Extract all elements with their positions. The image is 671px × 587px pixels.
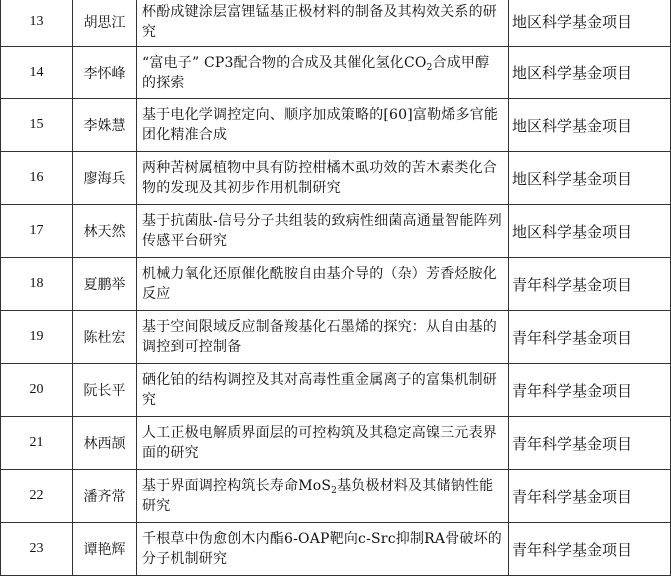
applicant-name: 陈杜宏 [73,311,137,364]
applicant-name: 廖海兵 [73,152,137,205]
row-number: 13 [1,0,73,47]
applicant-name: 李怀峰 [73,47,137,99]
table-row [1,0,671,47]
table-row [1,258,671,311]
project-type: 青年科学基金项目 [509,258,671,311]
row-number: 20 [1,364,73,417]
table-row [1,470,671,523]
row-number: 18 [1,258,73,311]
applicant-name: 李姝慧 [73,99,137,152]
applicant-name: 林天然 [73,205,137,258]
project-type: 地区科学基金项目 [509,99,671,152]
project-title-part: 基于界面调控构筑长寿命MoS [142,478,332,494]
project-title: 硒化铂的结构调控及其对高毒性重金属离子的富集机制研究 [137,364,509,417]
row-number: 23 [1,523,73,576]
project-type: 青年科学基金项目 [509,364,671,417]
project-type: 青年科学基金项目 [509,470,671,523]
project-title: 基于抗菌肽-信号分子共组装的致病性细菌高通量智能阵列传感平台研究 [137,205,509,258]
subscript: 2 [426,62,433,73]
table-row [1,523,671,576]
project-title: 千根草中伪愈创木内酯6-OAP靶向c-Src抑制RA骨破坏的分子机制研究 [137,523,509,576]
project-type: 地区科学基金项目 [509,152,671,205]
table-row [1,364,671,417]
project-title: 两种苦树属植物中具有防控柑橘木虱功效的苦木素类化合物的发现及其初步作用机制研究 [137,152,509,205]
row-number: 16 [1,152,73,205]
row-number: 19 [1,311,73,364]
project-title: 基于电化学调控定向、顺序加成策略的[60]富勒烯多官能团化精准合成 [137,99,509,152]
project-title: 机械力氧化还原催化酰胺自由基介导的（杂）芳香烃胺化反应 [137,258,509,311]
row-number: 21 [1,417,73,470]
project-title: 基于空间限域反应制备羧基化石墨烯的探究：从自由基的调控到可控制备 [137,311,509,364]
table-row [1,311,671,364]
row-number: 14 [1,47,73,99]
applicant-name: 潘齐常 [73,470,137,523]
project-title-part: 基负极材料及其储钠性能研究 [142,478,494,514]
project-title [137,47,509,99]
table-row [1,99,671,152]
applicant-name: 阮长平 [73,364,137,417]
applicant-name: 胡思江 [73,0,137,47]
project-title: 杯酚成键涂层富锂锰基正极材料的制备及其构效关系的研究 [137,0,509,47]
project-title: 人工正极电解质界面层的可控构筑及其稳定高镍三元表界面的研究 [137,417,509,470]
project-type: 青年科学基金项目 [509,311,671,364]
project-title [137,470,509,523]
subscript: 2 [331,486,338,496]
table-row [1,47,671,99]
row-number: 22 [1,470,73,523]
row-number: 17 [1,205,73,258]
project-type: 地区科学基金项目 [509,205,671,258]
project-type: 地区科学基金项目 [509,47,671,99]
applicant-name: 林西颉 [73,417,137,470]
applicant-name: 谭艳辉 [73,523,137,576]
project-type: 青年科学基金项目 [509,417,671,470]
table-row [1,152,671,205]
applicant-name: 夏鹏举 [73,258,137,311]
project-title-part: “富电子” CP3配合物的合成及其催化氢化CO [142,54,427,71]
project-title-part: 合成甲醇的探索 [142,54,490,91]
project-table-body [1,0,671,576]
table-row [1,417,671,470]
project-type: 青年科学基金项目 [509,523,671,576]
project-type: 地区科学基金项目 [509,0,671,47]
row-number: 15 [1,99,73,152]
table-row [1,205,671,258]
